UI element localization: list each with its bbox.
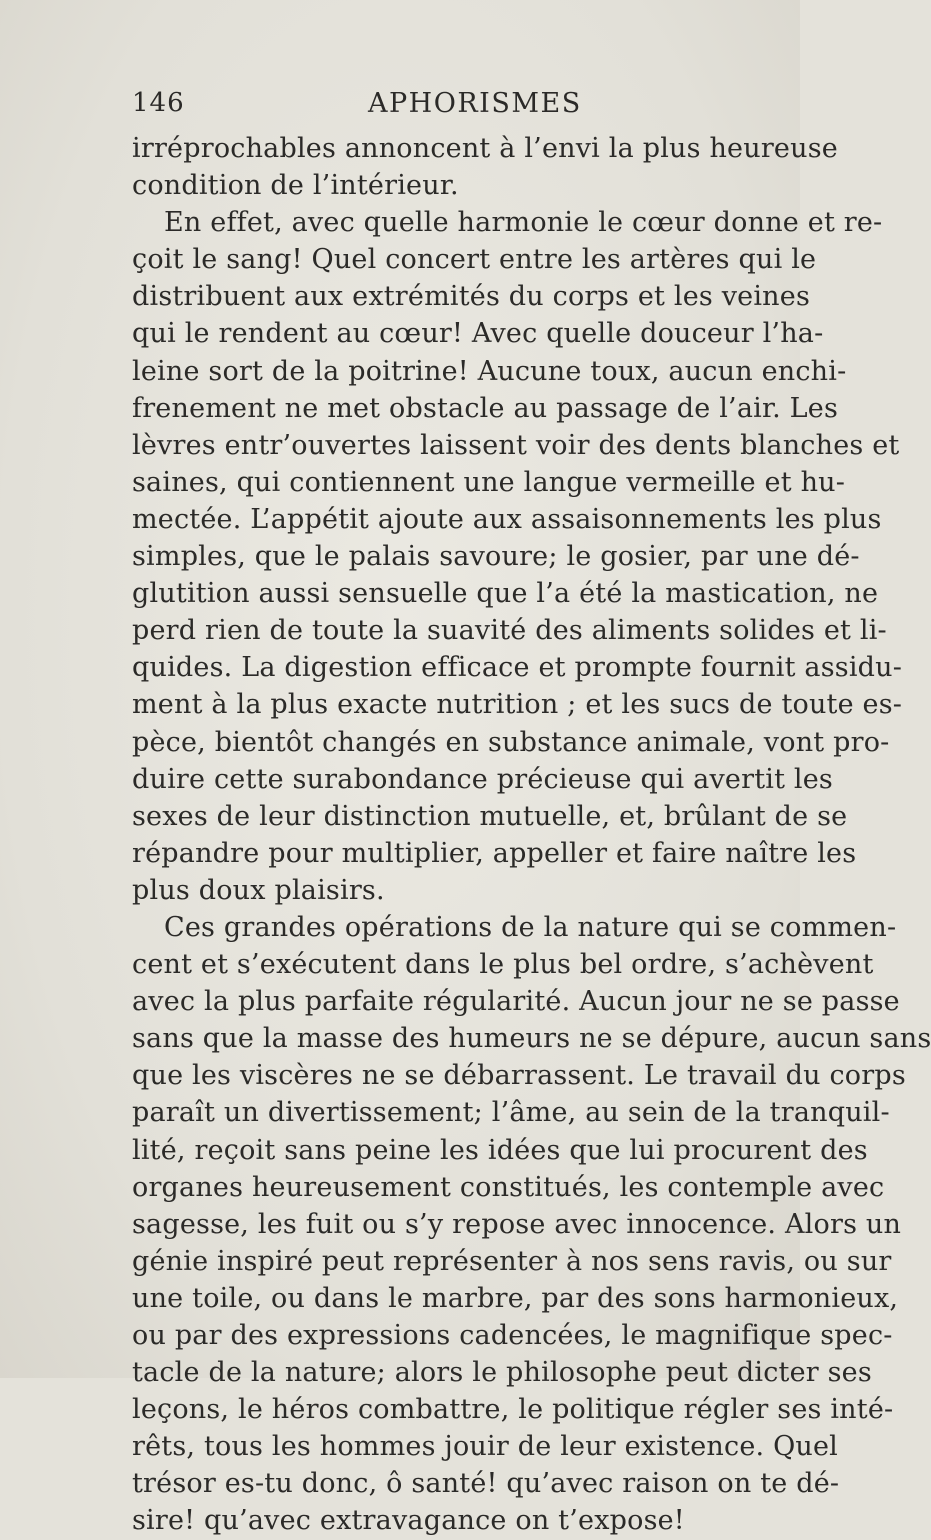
text-line: saines, qui contiennent une langue vermeille et hu-: [132, 466, 846, 498]
text-line: paraît un divertissement; l’âme, au sein de la tranquil-: [132, 1097, 890, 1129]
text-line: avec la plus parfaite régularité. Aucun jour ne se passe: [132, 986, 900, 1018]
page-number: 146: [132, 88, 185, 118]
text-line: condition de l’intérieur.: [132, 170, 459, 202]
text-line: qui le rendent au cœur! Avec quelle douceur l’ha-: [132, 318, 824, 350]
paragraph: [132, 204, 903, 909]
text-line: trésor es-tu donc, ô santé! qu’avec raison on te dé-: [132, 1468, 840, 1500]
text-line: sans que la masse des humeurs ne se dépure, aucun sans: [132, 1023, 931, 1055]
text-line: ou par des expressions cadencées, le magnifique spec-: [132, 1320, 893, 1351]
text-line: perd rien de toute la suavité des aliments solides et li-: [132, 615, 887, 647]
text-line: ment à la plus exacte nutrition ; et les sucs de toute es-: [132, 689, 903, 721]
text-line: çoit le sang! Quel concert entre les artères qui le: [132, 244, 817, 276]
text-line: lité, reçoit sans peine les idées que lui procurent des: [132, 1134, 868, 1166]
text-line: lèvres entr’ouvertes laissent voir des dents blanches et: [132, 429, 900, 461]
text-line: mectée. L’appétit ajoute aux assaisonnements les plus: [132, 503, 882, 535]
paragraph: [132, 130, 838, 204]
text-line: plus doux plaisirs.: [132, 874, 385, 906]
text-line: simples, que le palais savoure; le gosier, par une dé-: [132, 541, 860, 573]
text-line: irréprochables annoncent à l’envi la plus heureuse: [132, 133, 838, 164]
running-title: APHORISMES: [368, 88, 582, 119]
text-line: répandre pour multiplier, appeller et faire naître les: [132, 837, 857, 869]
text-line: leine sort de la poitrine! Aucune toux, aucun enchi-: [132, 355, 847, 387]
text-line: cent et s’exécutent dans le plus bel ordre, s’achèvent: [132, 949, 874, 981]
text-line: frenement ne met obstacle au passage de l’air. Les: [132, 392, 839, 424]
text-line: que les viscères ne se débarrassent. Le travail du corps: [132, 1060, 906, 1092]
page-header: [0, 88, 800, 128]
text-line: quides. La digestion efficace et prompte fournit assidu-: [132, 652, 903, 684]
text-line: sire! qu’avec extravagance on t’expose!: [132, 1505, 685, 1537]
text-line: une toile, ou dans le marbre, par des sons harmonieux,: [132, 1282, 899, 1314]
text-line: rêts, tous les hommes jouir de leur existence. Quel: [132, 1431, 839, 1463]
text-line: duire cette surabondance précieuse qui avertit les: [132, 763, 833, 795]
text-line: leçons, le héros combattre, le politique régler ses inté-: [132, 1394, 894, 1426]
text-line: sexes de leur distinction mutuelle, et, brûlant de se: [132, 800, 848, 832]
text-line: glutition aussi sensuelle que l’a été la mastication, ne: [132, 578, 879, 610]
text-line: distribuent aux extrémités du corps et les veines: [132, 281, 810, 313]
text-line: organes heureusement constitués, les contemple avec: [132, 1171, 885, 1203]
text-line: Ces grandes opérations de la nature qui se commen-: [164, 911, 897, 943]
text-line: pèce, bientôt changés en substance animale, vont pro-: [132, 726, 890, 758]
text-line: génie inspiré peut représenter à nos sens ravis, ou sur: [132, 1245, 892, 1277]
body-text: [132, 130, 931, 1540]
text-line: En effet, avec quelle harmonie le cœur donne et re-: [164, 207, 883, 239]
text-line: tacle de la nature; alors le philosophe peut dicter ses: [132, 1357, 872, 1389]
text-line: sagesse, les fuit ou s’y repose avec innocence. Alors un: [132, 1208, 902, 1240]
paragraph: [132, 909, 931, 1540]
